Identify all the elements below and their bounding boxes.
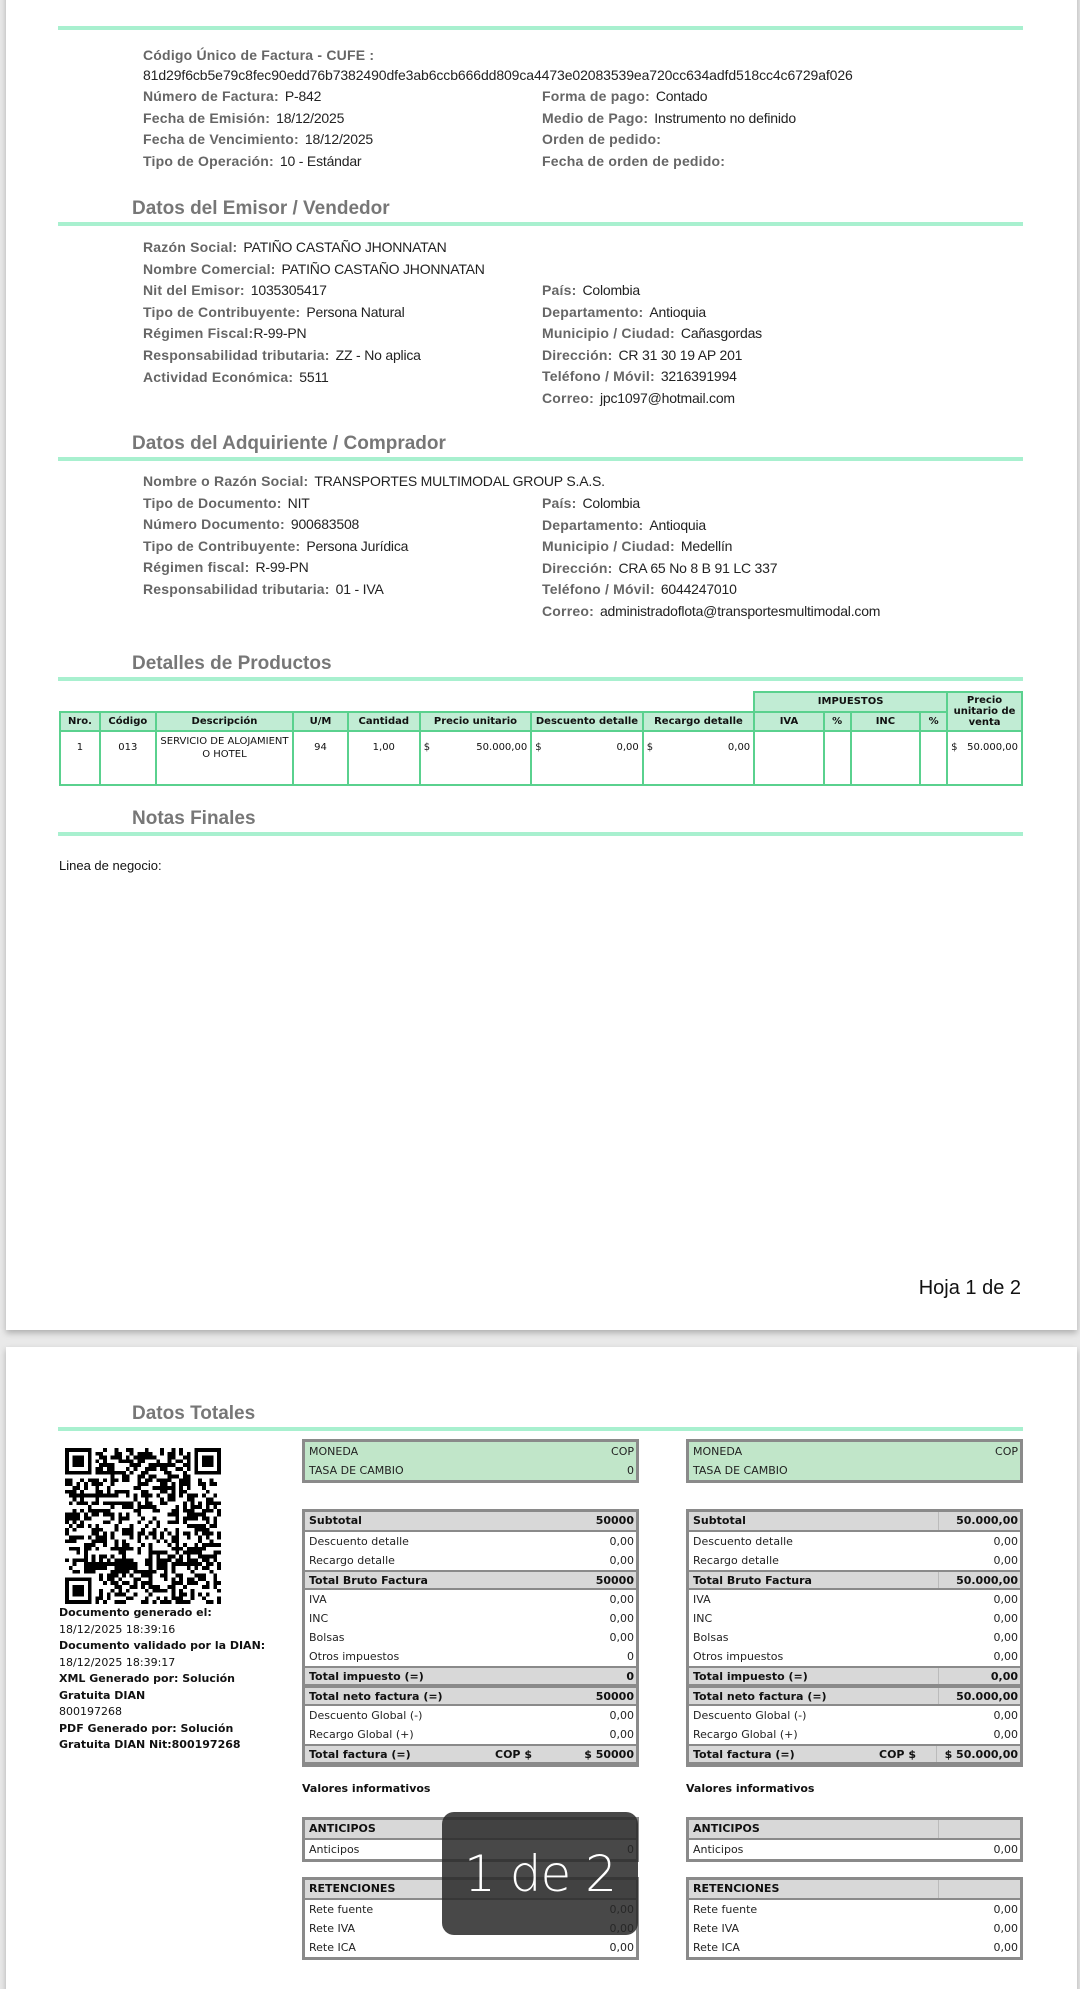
totals-row-label: INC	[309, 1612, 329, 1625]
totals-row-value	[938, 1820, 1018, 1838]
info-field	[143, 369, 329, 386]
invoice-page-1	[6, 0, 1077, 1330]
totals-row-label: Total neto factura (=)	[309, 1690, 443, 1703]
section-title-totales: Datos Totales	[132, 1403, 256, 1424]
field-value: administradoflota@transportesmultimodal.com	[599, 603, 881, 619]
totals-row-value: 50.000,00	[938, 1688, 1018, 1704]
totals-row-label: TASA DE CAMBIO	[309, 1464, 404, 1477]
totals-row-label: Rete IVA	[693, 1922, 740, 1935]
section-title-comprador: Datos del Adquiriente / Comprador	[132, 433, 446, 454]
field-label: Fecha de orden de pedido:	[542, 152, 726, 169]
col-iva: IVA	[754, 712, 824, 732]
totals-row	[689, 1442, 1020, 1461]
info-field	[542, 304, 706, 321]
totals-row-label: Recargo Global (+)	[693, 1728, 798, 1741]
section-title-emisor: Datos del Emisor / Vendedor	[132, 198, 390, 219]
totals-row-label: Otros impuestos	[693, 1650, 784, 1663]
col-inc: INC	[851, 712, 921, 732]
info-field	[542, 538, 732, 555]
totals-row	[305, 1609, 636, 1628]
totals-row-label: TASA DE CAMBIO	[693, 1464, 788, 1477]
col-iva-pct: %	[824, 712, 851, 732]
totals-row	[305, 1725, 636, 1744]
totals-row	[305, 1512, 636, 1532]
info-field	[143, 110, 344, 127]
cell-iva	[754, 731, 824, 785]
info-field	[542, 603, 880, 620]
totals-row	[689, 1570, 1020, 1590]
field-value: R-99-PN	[255, 559, 309, 576]
field-label: Municipio / Ciudad:	[542, 538, 675, 555]
totals-row-label: Recargo detalle	[309, 1554, 395, 1567]
gen-info-line: Documento generado el:	[59, 1606, 212, 1619]
cell-inc	[851, 731, 921, 785]
info-field	[143, 473, 605, 490]
totals-row-label: IVA	[693, 1593, 711, 1606]
field-label: Teléfono / Móvil:	[542, 581, 655, 598]
totals-row-value: 0,00	[609, 1593, 634, 1606]
info-field	[143, 516, 359, 533]
info-field	[542, 282, 640, 299]
cell-um: 94	[293, 731, 348, 785]
totals-row	[305, 1532, 636, 1551]
totals-row-label: Total factura (=)	[309, 1748, 411, 1761]
field-value: Colombia	[582, 282, 641, 298]
totals-row-label: Recargo detalle	[693, 1554, 779, 1567]
totals-row	[305, 1461, 636, 1480]
totals-row-label: Total Bruto Factura	[309, 1574, 428, 1587]
totals-row-value: COP	[611, 1445, 634, 1458]
col-um: U/M	[293, 712, 348, 732]
field-label: Responsabilidad tributaria:	[143, 581, 330, 597]
totals-row-value: 0,00	[609, 1631, 634, 1644]
totals-row-value: 0,00	[993, 1535, 1018, 1548]
field-value: P-842	[284, 88, 322, 104]
field-value: 1035305417	[250, 282, 327, 299]
totals-row-value: 0,00	[993, 1650, 1018, 1663]
totals-row-label: Recargo Global (+)	[309, 1728, 414, 1741]
totals-row-value: 0,00	[993, 1728, 1018, 1741]
field-label: Tipo de Contribuyente:	[143, 303, 301, 320]
totals-row-value: 0,00	[609, 1728, 634, 1741]
field-value: ZZ - No aplica	[335, 347, 421, 363]
field-value: 18/12/2025	[304, 131, 373, 148]
totals-row-label: Descuento detalle	[693, 1535, 793, 1548]
field-label: Correo:	[542, 603, 594, 619]
totals-row	[305, 1590, 636, 1609]
cell-recargo: $ 0,00	[643, 731, 754, 785]
qr-code-icon	[65, 1448, 221, 1604]
totals-row	[689, 1551, 1020, 1570]
cufe-label: Código Único de Factura - CUFE :	[143, 47, 375, 63]
totals-row-label: ANTICIPOS	[309, 1822, 376, 1835]
totals-row-value: 50000	[595, 1574, 634, 1587]
field-value: PATIÑO CASTAÑO JHONNATAN	[243, 239, 447, 255]
anticipos-table	[686, 1817, 1023, 1862]
field-label: Nombre o Razón Social:	[143, 473, 309, 489]
totals-row-label: Rete fuente	[693, 1903, 758, 1916]
field-value: 18/12/2025	[276, 109, 345, 126]
totals-row	[689, 1840, 1020, 1859]
totals-row-value: 0,00	[609, 1535, 634, 1548]
totals-row-label: Total impuesto (=)	[693, 1670, 808, 1683]
field-label: Orden de pedido:	[542, 131, 662, 148]
totals-row	[689, 1706, 1020, 1725]
field-value: CR 31 30 19 AP 201	[618, 346, 743, 363]
comprador-divider	[58, 457, 1023, 461]
totals-row-value: 0,00	[609, 1709, 634, 1722]
col-descripcion: Descripción	[156, 712, 293, 732]
info-field	[542, 325, 762, 342]
gen-info-line: Documento validado por la DIAN:	[59, 1639, 266, 1652]
totals-row-label: Rete ICA	[693, 1941, 740, 1954]
totals-row-value: 50.000,00	[938, 1512, 1018, 1530]
totals-row-label: ANTICIPOS	[693, 1822, 760, 1835]
totals-row	[689, 1512, 1020, 1532]
field-value: NIT	[287, 494, 310, 511]
field-label: Correo:	[542, 390, 594, 406]
totals-row-label: Bolsas	[693, 1631, 729, 1644]
field-label: Dirección:	[542, 559, 613, 576]
totals-row-value: COP	[995, 1445, 1018, 1458]
page-number-footer: Hoja 1 de 2	[918, 1277, 1021, 1299]
col-precio-unitario: Precio unitario	[420, 712, 531, 732]
totals-row-label: Total neto factura (=)	[693, 1690, 827, 1703]
cell-descripcion: SERVICIO DE ALOJAMIENT O HOTEL	[156, 731, 293, 785]
info-field	[143, 131, 373, 148]
gen-info-line: 18/12/2025 18:39:16	[59, 1622, 176, 1636]
totals-row	[689, 1686, 1020, 1706]
totals-row	[305, 1551, 636, 1570]
totals-row-currency: COP $	[495, 1748, 532, 1761]
info-field	[143, 347, 421, 364]
totals-row	[689, 1725, 1020, 1744]
totals-row-value: 0,00	[938, 1668, 1018, 1684]
totals-row	[305, 1744, 636, 1764]
field-value: Antioquia	[649, 516, 706, 533]
totals-row-label: Total Bruto Factura	[693, 1574, 812, 1587]
moneda-box	[686, 1439, 1023, 1483]
totals-row-value: 0,00	[993, 1593, 1018, 1606]
totals-row	[305, 1647, 636, 1666]
field-value: 900683508	[290, 516, 360, 533]
field-value: jpc1097@hotmail.com	[599, 390, 735, 406]
totals-row-currency: COP $	[879, 1748, 916, 1761]
field-label: Régimen fiscal:	[143, 559, 250, 576]
totals-table	[686, 1509, 1023, 1767]
totals-row-value: 50.000,00	[938, 1572, 1018, 1588]
cufe-value: 81d29f6cb5e79c8fec90edd76b7382490dfe3ab6ccb666dd809ca4473e02083539ea720cc634adfd518cc4c6729af026	[143, 67, 853, 83]
cell-precio-unitario: $ 50.000,00	[420, 731, 531, 785]
totals-row-label: IVA	[309, 1593, 327, 1606]
totals-row	[305, 1706, 636, 1725]
totals-row-value: 0,00	[993, 1631, 1018, 1644]
totales-divider	[58, 1427, 1023, 1431]
linea-negocio: Linea de negocio:	[59, 858, 162, 873]
productos-divider	[58, 677, 1023, 681]
col-descuento: Descuento detalle	[531, 712, 643, 732]
info-field	[143, 325, 306, 342]
totals-row-label: INC	[693, 1612, 713, 1625]
field-label: Dirección:	[542, 346, 613, 363]
totals-row-value: 0,00	[993, 1922, 1018, 1935]
field-label: Actividad Económica:	[143, 368, 294, 385]
info-field	[143, 88, 321, 105]
info-field	[542, 347, 742, 364]
field-label: Régimen Fiscal:	[143, 325, 254, 342]
totals-row-value: 0,00	[993, 1709, 1018, 1722]
totals-row-value: 0	[627, 1464, 634, 1477]
totals-row	[689, 1919, 1020, 1938]
totals-row	[305, 1686, 636, 1706]
field-label: Departamento:	[542, 516, 644, 533]
totals-row-value: 50000	[595, 1690, 634, 1703]
field-label: Tipo de Contribuyente:	[143, 537, 301, 554]
totals-row-value: $ 50.000,00	[936, 1746, 1018, 1762]
totals-row-value: $ 50000	[584, 1748, 634, 1761]
header-divider	[58, 26, 1023, 30]
moneda-box	[302, 1439, 639, 1483]
field-value: 10 - Estándar	[279, 152, 362, 169]
totals-row-value: 0,00	[993, 1554, 1018, 1567]
totals-row	[689, 1938, 1020, 1957]
retenciones-table	[686, 1877, 1023, 1960]
cell-descuento: $ 0,00	[531, 731, 643, 785]
field-label: Responsabilidad tributaria:	[143, 347, 330, 363]
totals-row-label: MONEDA	[309, 1445, 359, 1458]
field-label: Fecha de Vencimiento:	[143, 131, 299, 148]
col-nro: Nro.	[60, 712, 100, 732]
info-field	[542, 560, 777, 577]
info-field	[542, 131, 667, 148]
field-value: Cañasgordas	[680, 325, 762, 342]
table-row	[60, 731, 1022, 785]
totals-row-value: 0,00	[609, 1941, 634, 1954]
field-value: Instrumento no definido	[654, 109, 796, 126]
info-field	[143, 559, 309, 576]
valores-informativos-title: Valores informativos	[302, 1782, 431, 1795]
info-field	[542, 495, 640, 512]
info-field	[143, 304, 405, 321]
info-field	[143, 261, 485, 278]
totals-row-value: 0	[627, 1650, 634, 1663]
field-value: TRANSPORTES MULTIMODAL GROUP S.A.S.	[314, 473, 605, 489]
totals-row-label: Descuento detalle	[309, 1535, 409, 1548]
totals-row	[689, 1820, 1020, 1840]
field-value: CRA 65 No 8 B 91 LC 337	[618, 559, 778, 576]
field-value: 6044247010	[660, 581, 737, 598]
totals-row-label: Subtotal	[309, 1514, 362, 1527]
totals-row	[689, 1647, 1020, 1666]
field-value: 01 - IVA	[335, 581, 384, 597]
totals-row	[689, 1880, 1020, 1900]
totals-row-label: RETENCIONES	[309, 1882, 396, 1895]
totals-row-label: Anticipos	[309, 1843, 360, 1856]
cell-iva-pct	[824, 731, 851, 785]
info-field	[143, 239, 447, 256]
totals-row	[305, 1628, 636, 1647]
totals-row	[689, 1532, 1020, 1551]
info-field	[143, 538, 408, 555]
cell-precio-venta: $ 50.000,00	[947, 731, 1022, 785]
info-field	[143, 153, 361, 170]
info-field	[143, 581, 384, 598]
field-label: Fecha de Emisión:	[143, 109, 271, 126]
field-label: Número de Factura:	[143, 88, 279, 104]
col-cantidad: Cantidad	[348, 712, 420, 732]
totals-row	[689, 1590, 1020, 1609]
field-label: Tipo de Documento:	[143, 494, 282, 511]
notas-divider	[58, 832, 1023, 836]
totals-row-value: 0,00	[993, 1941, 1018, 1954]
info-field	[542, 390, 735, 407]
cell-nro: 1	[60, 731, 100, 785]
info-field	[542, 110, 796, 127]
cell-inc-pct	[920, 731, 947, 785]
totals-row-value: 50000	[595, 1514, 634, 1527]
totals-row-label: MONEDA	[693, 1445, 743, 1458]
info-field	[542, 581, 737, 598]
products-table	[59, 691, 1023, 786]
field-label: País:	[542, 495, 577, 511]
totals-row-value: 0,00	[993, 1612, 1018, 1625]
emisor-divider	[58, 222, 1023, 226]
info-field	[542, 517, 706, 534]
totals-row-label: Total impuesto (=)	[309, 1670, 424, 1683]
generation-info	[59, 1605, 279, 1754]
totals-row-value: 0,00	[993, 1903, 1018, 1916]
totals-row-value: 0,00	[609, 1554, 634, 1567]
col-recargo: Recargo detalle	[643, 712, 754, 732]
totals-row-label: Bolsas	[309, 1631, 345, 1644]
totals-row-label: Rete IVA	[309, 1922, 356, 1935]
totals-table	[302, 1509, 639, 1767]
section-title-notas: Notas Finales	[132, 808, 256, 829]
totals-row	[305, 1570, 636, 1590]
totals-row-value	[938, 1880, 1018, 1898]
field-label: Forma de pago:	[542, 88, 650, 104]
field-label: Teléfono / Móvil:	[542, 368, 655, 385]
totals-row	[305, 1666, 636, 1686]
field-label: Razón Social:	[143, 239, 238, 255]
field-value: 3216391994	[660, 368, 737, 385]
totals-row	[689, 1628, 1020, 1647]
field-value: R-99-PN	[253, 325, 307, 342]
totals-row-label: RETENCIONES	[693, 1882, 780, 1895]
col-inc-pct: %	[920, 712, 947, 732]
totals-row-label: Rete fuente	[309, 1903, 374, 1916]
field-label: Municipio / Ciudad:	[542, 325, 675, 342]
totals-row	[305, 1442, 636, 1461]
info-field	[143, 495, 310, 512]
field-label: Nit del Emisor:	[143, 282, 245, 299]
totals-row-label: Rete ICA	[309, 1941, 356, 1954]
products-header-row	[60, 712, 1022, 732]
products-header-top	[60, 692, 1022, 712]
totals-row	[689, 1666, 1020, 1686]
gen-info-line: XML Generado por: Solución Gratuita DIAN	[59, 1672, 235, 1702]
page-indicator-overlay: 1 de 2	[442, 1812, 638, 1935]
totals-row-label: Descuento Global (-)	[309, 1709, 423, 1722]
valores-informativos-title: Valores informativos	[686, 1782, 815, 1795]
totals-row-label: Subtotal	[693, 1514, 746, 1527]
totals-row-label: Otros impuestos	[309, 1650, 400, 1663]
col-codigo: Código	[100, 712, 156, 732]
totals-row-label: Anticipos	[693, 1843, 744, 1856]
field-label: País:	[542, 282, 577, 298]
cell-codigo: 013	[100, 731, 156, 785]
field-label: Nombre Comercial:	[143, 260, 276, 277]
section-title-productos: Detalles de Productos	[132, 653, 332, 674]
field-value: Medellín	[680, 538, 733, 555]
field-value: Antioquia	[649, 303, 706, 320]
col-precio-venta: Precio unitario de venta	[947, 692, 1022, 731]
field-label: Tipo de Operación:	[143, 152, 274, 169]
field-value: Contado	[655, 88, 708, 104]
totals-row-value: 0,00	[993, 1843, 1018, 1856]
gen-info-line: PDF Generado por: Solución Gratuita DIAN Nit:800197268	[59, 1721, 241, 1751]
totals-row	[689, 1609, 1020, 1628]
field-value: Colombia	[582, 495, 641, 511]
totals-row	[689, 1900, 1020, 1919]
field-value: PATIÑO CASTAÑO JHONNATAN	[281, 260, 485, 277]
totals-row-label: Total factura (=)	[693, 1748, 795, 1761]
field-value: Persona Natural	[306, 303, 405, 320]
field-label: Departamento:	[542, 303, 644, 320]
info-field	[542, 368, 737, 385]
totals-row	[305, 1938, 636, 1957]
field-value: Persona Jurídica	[306, 537, 409, 554]
gen-info-line: 800197268	[59, 1705, 122, 1718]
impuestos-header: IMPUESTOS	[754, 692, 947, 712]
field-label: Medio de Pago:	[542, 109, 649, 126]
totals-row	[689, 1461, 1020, 1480]
field-value: 5511	[299, 368, 329, 385]
totals-row-label: Descuento Global (-)	[693, 1709, 807, 1722]
gen-info-line: 18/12/2025 18:39:17	[59, 1655, 176, 1669]
info-field	[542, 153, 731, 170]
info-field	[542, 88, 707, 105]
info-field	[143, 282, 327, 299]
cell-cantidad: 1,00	[348, 731, 420, 785]
totals-row-value: 0	[626, 1670, 634, 1683]
field-label: Número Documento:	[143, 516, 285, 533]
totals-row	[689, 1744, 1020, 1764]
totals-row-value: 0,00	[609, 1612, 634, 1625]
